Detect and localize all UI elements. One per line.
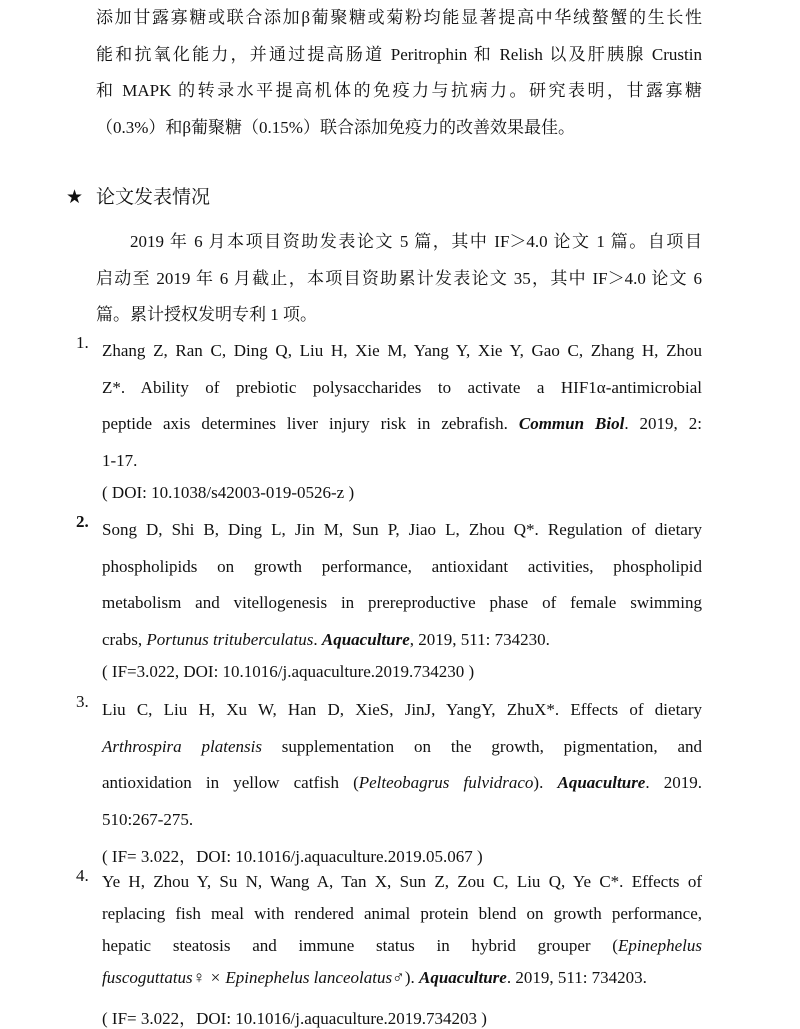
reference-line: Arthrospira platensis supplementation on the growth, pigmentation, and (102, 736, 703, 756)
intro-line: （0.3%）和β葡聚糖（0.15%）联合添加免疫力的改善效果最佳。 (96, 117, 575, 137)
reference-line: 510:267-275. (102, 809, 194, 829)
summary-line: 2019 年 6 月本项目资助发表论文 5 篇，其中 IF＞4.0 论文 1 篇。自项目 (130, 232, 702, 251)
reference-line: 1-17. (102, 450, 138, 470)
reference-line: Z*. Ability of prebiotic polysaccharides to activate a HIF1α-antimicrobial (102, 377, 702, 397)
section-heading (66, 182, 210, 209)
species-name: Portunus trituberculatus (146, 629, 314, 649)
intro-line: 能和抗氧化能力，并通过提高肠道 Peritrophin 和 Relish 以及肝胰腺 Crustin (96, 44, 702, 64)
reference-line: Song D, Shi B, Ding L, Jin M, Sun P, Jiao L, Zhou Q*. Regulation of dietary (102, 520, 702, 539)
section-title: 论文发表情况 (96, 186, 211, 208)
reference-line: antioxidation in yellow catfish (Pelteobagrus fulvidraco). Aquaculture. 2019. (102, 773, 703, 792)
reference-number: 1. (76, 333, 89, 352)
reference-number: 3. (76, 692, 89, 711)
intro-paragraph (96, 0, 702, 146)
summary-paragraph (96, 224, 702, 334)
reference-text (102, 866, 702, 994)
reference-number: 2. (76, 512, 89, 531)
journal-name: Aquaculture (321, 629, 410, 649)
reference-doi: ( IF= 3.022，DOI: 10.1016/j.aquaculture.2019.05.067 ) (102, 847, 483, 866)
intro-line: 和 MAPK 的转录水平提高机体的免疫力与抗病力。研究表明，甘露寡糖 (96, 81, 702, 100)
intro-line: 添加甘露寡糖或联合添加β葡聚糖或菊粉均能显著提高中华绒螯蟹的生长性 (96, 8, 702, 27)
species-name: fuscoguttatus♀ × Epinephelus lanceolatus♂ (102, 968, 405, 987)
reference-text (102, 692, 702, 838)
star-icon: ★ (66, 186, 84, 208)
reference-line: phospholipids on growth performance, antioxidant activities, phospholipid (102, 556, 702, 576)
reference-line: Zhang Z, Ran C, Ding Q, Liu H, Xie M, Yang Y, Xie Y, Gao C, Zhang H, Zhou (102, 341, 702, 360)
reference-line: Liu C, Liu H, Xu W, Han D, XieS, JinJ, YangY, ZhuX*. Effects of dietary (102, 700, 702, 719)
species-name: Pelteobagrus fulvidraco (358, 773, 534, 792)
reference-line: crabs, Portunus trituberculatus. Aquaculture, 2019, 511: 734230. (102, 629, 550, 649)
journal-name: Aquaculture (557, 773, 646, 792)
reference-line: fuscoguttatus♀ × Epinephelus lanceolatus♂). Aquaculture. 2019, 511: 734203. (102, 968, 647, 987)
reference-doi: ( DOI: 10.1038/s42003-019-0526-z ) (102, 483, 355, 502)
species-name: Arthrospira platensis (102, 736, 262, 756)
summary-line: 启动至 2019 年 6 月截止，本项目资助累计发表论文 35，其中 IF＞4.0 论文 6 (96, 268, 702, 288)
reference-line: Ye H, Zhou Y, Su N, Wang A, Tan X, Sun Z, Zou C, Liu Q, Ye C*. Effects of (102, 872, 702, 891)
reference-line: peptide axis determines liver injury risk in zebrafish. Commun Biol. 2019, 2: (102, 414, 703, 433)
journal-name: Commun Biol (518, 414, 625, 433)
summary-line: 篇。累计授权发明专利 1 项。 (96, 305, 317, 324)
reference-doi: ( IF=3.022, DOI: 10.1016/j.aquaculture.2019.734230 ) (102, 662, 475, 681)
reference-doi: ( IF= 3.022，DOI: 10.1016/j.aquaculture.2019.734203 ) (102, 1009, 487, 1028)
reference-text (102, 333, 702, 479)
reference-line: hepatic steatosis and immune status in hybrid grouper (Epinephelus (102, 936, 702, 955)
journal-name: Aquaculture (418, 968, 507, 987)
reference-number: 4. (76, 866, 89, 885)
reference-text (102, 512, 702, 658)
reference-line: metabolism and vitellogenesis in prereproductive phase of female swimming (102, 593, 702, 612)
species-name: Epinephelus (617, 936, 702, 955)
reference-line: replacing fish meal with rendered animal protein blend on growth performance, (102, 904, 702, 923)
